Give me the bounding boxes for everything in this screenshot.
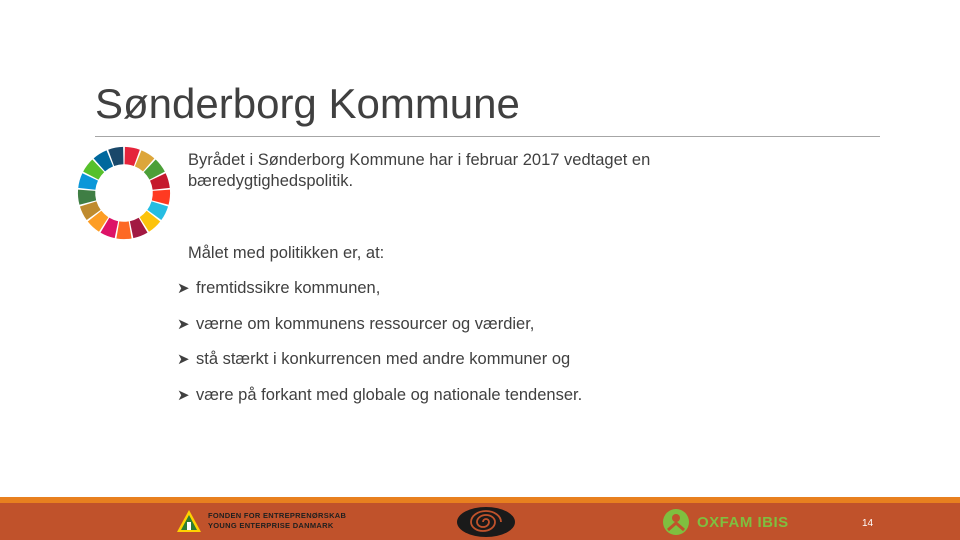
arrow-right-icon: ➤ [177, 280, 190, 297]
arrow-right-icon: ➤ [177, 315, 190, 333]
young-enterprise-logo-icon [176, 508, 202, 534]
list-item: ➤ fremtidssikre kommunen, [177, 279, 381, 297]
oxfam-logo-icon [662, 508, 690, 536]
arrow-right-icon: ➤ [177, 351, 190, 368]
goal-bullet-list [177, 278, 582, 420]
intro-text: Byrådet i Sønderborg Kommune har i februar 2017 vedtaget en bæredygtighedspolitik. [188, 151, 651, 190]
arrow-right-icon: ➤ [177, 386, 190, 404]
spiral-logo-icon [456, 506, 516, 538]
young-enterprise-logo: FONDEN FOR ENTREPRENØRSKAB YOUNG ENTERPRISE DANMARK [176, 508, 346, 534]
slide-title: Sønderborg Kommune [95, 80, 520, 127]
list-item: ➤ være på forkant med globale og nationale tendenser. [177, 385, 583, 404]
page-number: 14 [862, 518, 874, 529]
list-item: ➤ værne om kommunens ressourcer og værdier, [177, 314, 535, 333]
oxfam-logo: OXFAM IBIS [662, 508, 789, 536]
title-divider [95, 136, 880, 137]
goal-intro-text: Målet med politikken er, at: [188, 244, 385, 262]
sdg-wheel-segment [116, 221, 131, 239]
list-item: ➤ stå stærkt i konkurrencen med andre kommuner og [177, 350, 571, 368]
sdg-wheel-icon [76, 145, 172, 241]
